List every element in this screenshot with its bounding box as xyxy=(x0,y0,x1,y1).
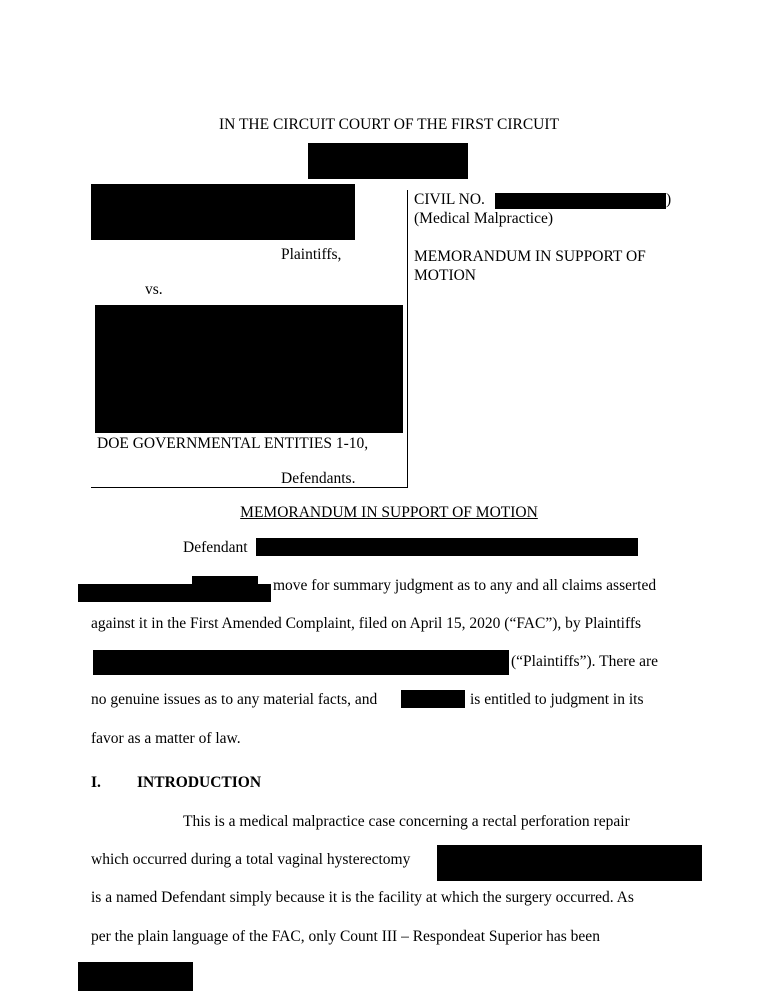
p1-line3: against it in the First Amended Complaint, filed on April 15, 2020 (“FAC”), by Plaintiffs xyxy=(91,615,642,632)
redaction-block xyxy=(95,305,403,433)
p1-line5b: is entitled to judgment in its xyxy=(470,691,644,708)
redaction-block xyxy=(91,184,355,240)
p2-line3: is a named Defendant simply because it is the facility at which the surgery occurred. As xyxy=(91,889,634,906)
plaintiffs-label: Plaintiffs, xyxy=(281,246,342,263)
intro-number: I. xyxy=(91,774,101,791)
p2-line2: which occurred during a total vaginal hysterectomy xyxy=(91,851,411,868)
p1-defendant: Defendant xyxy=(183,539,248,556)
p2-line1: This is a medical malpractice case concerning a rectal perforation repair xyxy=(183,813,630,830)
document-title-line1: MEMORANDUM IN SUPPORT OF xyxy=(414,248,646,265)
intro-title: INTRODUCTION xyxy=(137,774,262,791)
redaction-block xyxy=(495,193,666,209)
caption-divider-horizontal xyxy=(91,487,408,488)
document-title-line2: MOTION xyxy=(414,267,476,284)
redaction-block xyxy=(93,650,509,675)
caption-divider-vertical xyxy=(407,190,408,488)
redaction-block xyxy=(401,690,465,708)
versus-label: vs. xyxy=(145,281,163,298)
p2-line4: per the plain language of the FAC, only Count III – Respondeat Superior has been xyxy=(91,928,600,945)
case-type: (Medical Malpractice) xyxy=(414,210,553,227)
redaction-block xyxy=(308,143,468,179)
civil-no-close: ) xyxy=(666,191,672,208)
defendants-label: Defendants. xyxy=(281,470,356,487)
p1-line4: (“Plaintiffs”). There are xyxy=(511,653,659,670)
court-heading: IN THE CIRCUIT COURT OF THE FIRST CIRCUIT xyxy=(219,116,559,133)
doe-entities-label: DOE GOVERNMENTAL ENTITIES 1-10, xyxy=(97,435,369,452)
civil-no-label: CIVIL NO. xyxy=(414,191,485,208)
p1-line2: move for summary judgment as to any and all claims asserted xyxy=(273,577,657,594)
redaction-block xyxy=(256,538,638,556)
p1-line6: favor as a matter of law. xyxy=(91,730,241,747)
p1-line5a: no genuine issues as to any material facts, and xyxy=(91,691,378,708)
section-title: MEMORANDUM IN SUPPORT OF MOTION xyxy=(240,504,538,521)
redaction-block xyxy=(78,584,271,602)
redaction-block xyxy=(78,962,193,991)
redaction-block xyxy=(437,845,702,881)
